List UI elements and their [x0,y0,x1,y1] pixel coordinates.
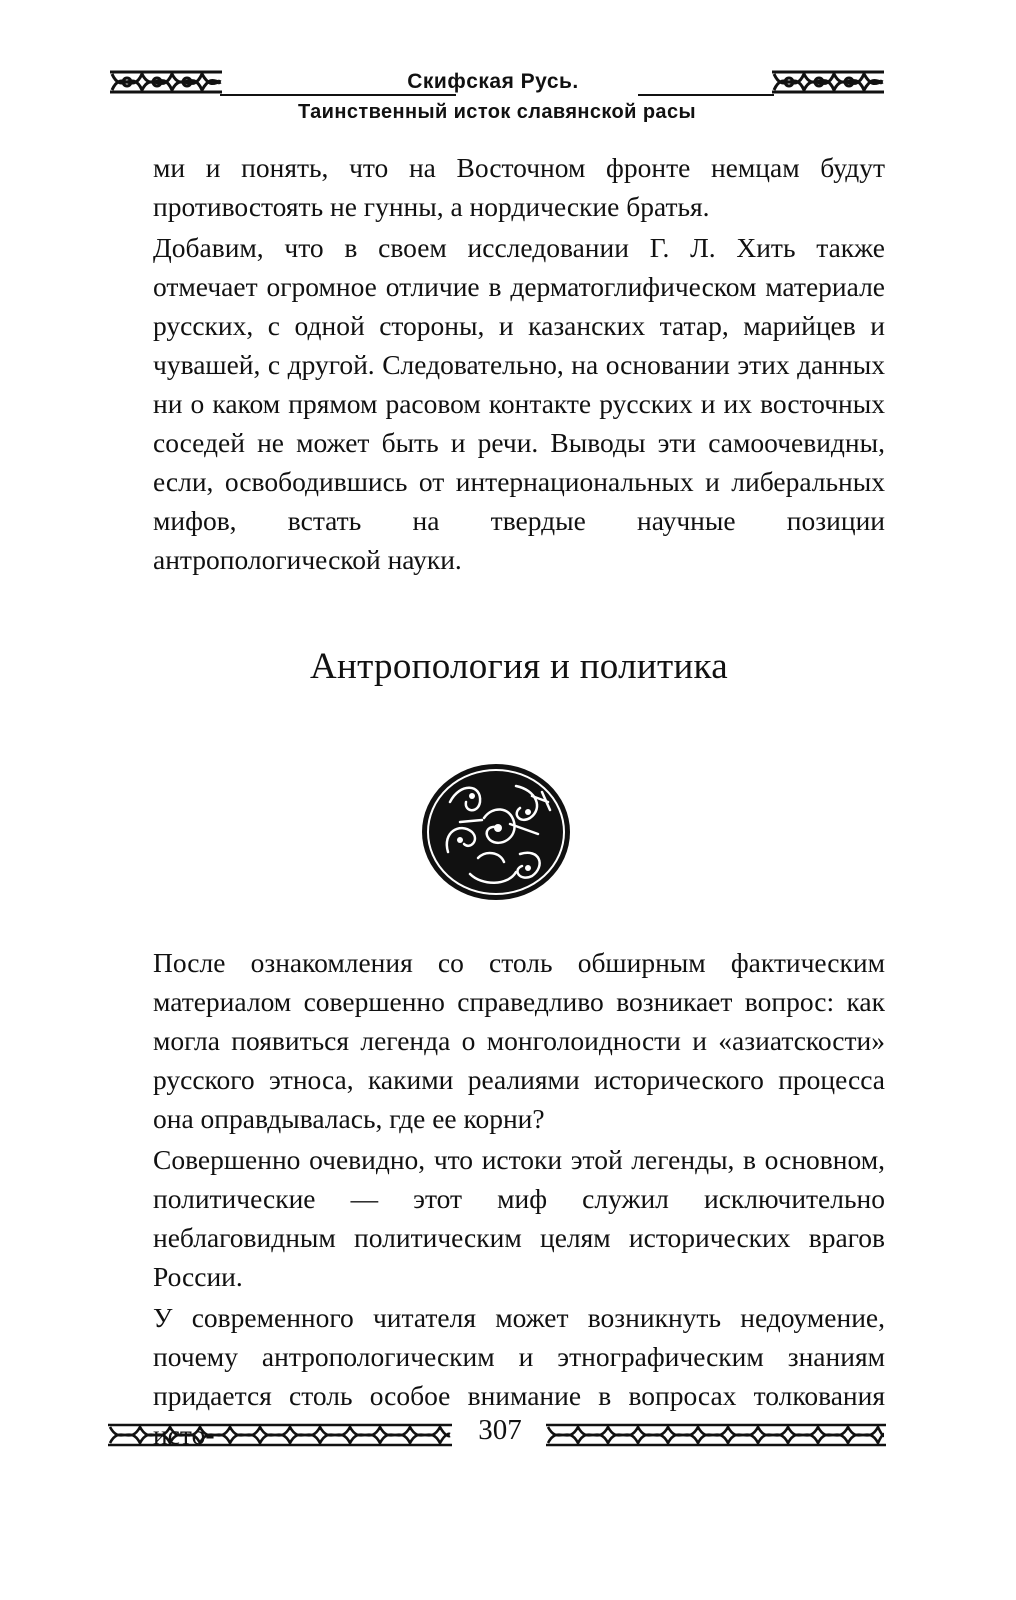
paragraph [153,228,885,579]
knot-border-icon [108,1422,452,1448]
header-rule [638,94,774,96]
header-rule [220,94,456,96]
paragraph: Совершенно очевидно, что истоки этой легенды, в основном, политические — этот миф служил исключительно неблаговидным политическим целям исторических врагов России. [153,1144,885,1292]
paragraph: У современного читателя может возникнуть недоумение, почему антропологическим и этнографическим знаниям придается столь особое внимание в вопросах толкования исто- [153,1302,885,1450]
body-text-bottom [153,943,885,1454]
page-footer [108,1412,886,1452]
knot-ornament-icon [108,66,224,98]
header-book-subtitle: Таинственный исток славянской расы [298,101,696,123]
paragraph: ми и понять, что на Восточном фронте немцам будут противостоять не гунны, а нордические братья. [153,152,885,222]
section-title: Антропология и политика [309,646,728,687]
running-header [108,62,886,128]
knot-border-icon [546,1422,886,1448]
paragraph: После ознакомления со столь обширным фактическим материалом совершенно справедливо возникает вопрос: как могла появиться легенда о монголоидности и «азиатскости» русского этноса, какими реалиями исторического процесса она оправдывалась, где ее корни? [153,947,885,1134]
header-book-title: Скифская Русь. [407,70,579,93]
knot-ornament-icon [770,66,886,98]
paragraph-text: Добавим, что в своем исследовании Г. Л. Хить также отмечает огромное отличие в дерматоглифическом материале русских, с одной стороны, и казанских татар, марийцев и чувашей, с другой. Следовательно, на основании этих данных ни о каком прямом расовом контакте русских и их восточных соседей не может быть и речи. Выводы эти самоочевидны, если, освободившись от интернациональных и либеральных мифов, встать на твердые научные позиции антропологической науки. [153,232,885,575]
page-number: 307 [478,1414,522,1446]
body-text-top [153,148,885,579]
celtic-medallion-icon [420,762,572,902]
